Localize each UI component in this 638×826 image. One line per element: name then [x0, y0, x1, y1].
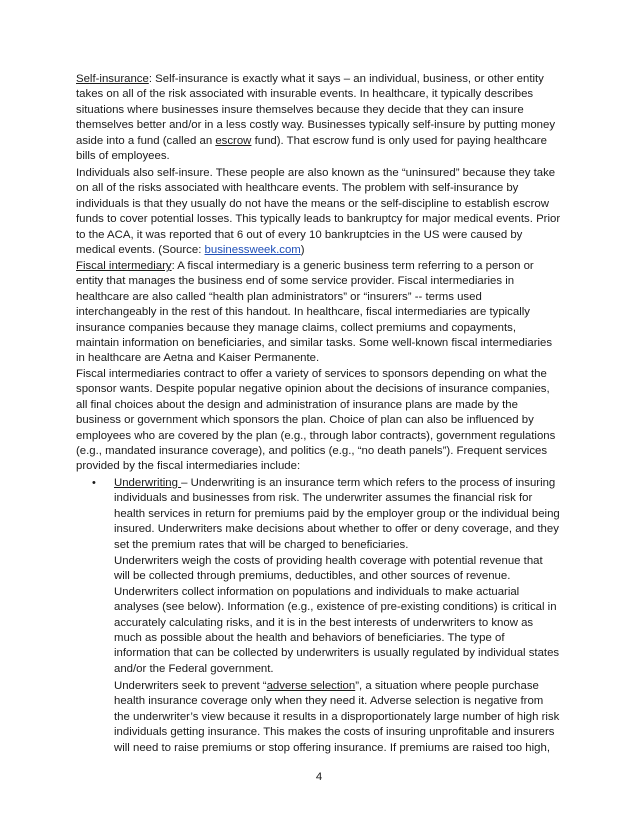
text-line: Individuals also self-insure. These people are also known as the “uninsured” because they take — [76, 167, 556, 179]
text-line: will be collected through premiums, deductibles, and other sources of revenue. — [114, 570, 511, 583]
text-line: : Self-insurance is exactly what it says – an individual, business, or other entity — [148, 73, 544, 85]
text-line: health insurance coverage only when they need it. Adverse selection is negative from — [114, 695, 544, 708]
text-line: (e.g., mandated insurance coverage), and politics (e.g., “no death panels”). Frequent services — [76, 444, 548, 457]
bullet-icon: • — [92, 477, 96, 489]
text-line: health services in return for premiums paid by the employer group or the individual being — [114, 507, 560, 520]
text-line: healthcare are also called “health plan administrators” or “insurers” -- terms used — [76, 290, 482, 303]
text-line: funds to cover potential losses. This typically leads to bankruptcy for major medical events. Prior — [76, 213, 561, 226]
text-line: situations where businesses insure themselves because they decide that they can insure — [76, 103, 524, 116]
text-line: the underwriter’s view because it results in a disproportionately large number of high risk — [114, 710, 560, 723]
text-line: sponsor wants. Despite popular negative opinion about the decisions of insurance companies, — [76, 383, 550, 396]
text-line: themselves better and/or in a less costly way. Businesses typically self-insure by putting money — [76, 119, 556, 132]
text-line: : A fiscal intermediary is a generic business term referring to a person or — [171, 260, 534, 272]
text-line: maintain information on beneficiaries, and similar tasks. Some well-known fiscal intermediaries — [76, 336, 553, 349]
text-line: set the premium rates that will be charged to beneficiaries. — [114, 538, 409, 551]
text-line: – Underwriting is an insurance term which refers to the process of insuring — [181, 477, 556, 489]
paragraph-adverse-selection — [114, 679, 574, 756]
paragraph-individuals — [76, 166, 566, 258]
text-line: insured. Underwriters make decisions about whether to offer or deny coverage, and they — [114, 523, 559, 536]
paragraph-fiscal-intermediary — [76, 259, 566, 367]
text-line: bills of employees. — [76, 149, 170, 162]
page-number: 4 — [315, 771, 323, 783]
text-line: and/or the Federal government. — [114, 662, 274, 675]
text-line: on all of the risks associated with healthcare events. The problem with self-insurance by — [76, 182, 519, 195]
text-line: individuals and businesses from risk. The underwriter assumes the financial risk for — [114, 492, 533, 505]
bullet-underwriting — [114, 476, 574, 553]
text-line: will need to raise premiums or stop offering insurance. If premiums are raised too high, — [114, 741, 551, 754]
text-line: medical events. (Source: — [76, 243, 205, 256]
paragraph-underwriters-weigh — [114, 554, 574, 677]
text-line: ) — [300, 243, 305, 256]
text-line: insurance companies because they manage claims, collect premiums and copayments, — [76, 321, 517, 334]
text-line: in healthcare are Aetna and Kaiser Permanente. — [76, 352, 320, 365]
text-line: aside into a fund (called an — [76, 134, 216, 147]
text-line: business or government which sponsors the plan. Choice of plan can also be influenced by — [76, 414, 534, 427]
text-line: Fiscal intermediaries contract to offer a variety of services to sponsors depending on what the — [76, 368, 547, 380]
source-link[interactable]: businessweek.com — [204, 243, 301, 256]
text-line: all final choices about the design and administration of insurance plans are made by the — [76, 398, 518, 411]
text-line: individuals getting insurance. This makes the costs of insuring unprofitable and insurers — [114, 726, 555, 739]
text-line: accurately calculating risks, and it is in the best interests of underwriters to know as — [114, 616, 534, 629]
term-adverse-selection: adverse selection — [266, 680, 356, 692]
term-underwriting: Underwriting — [114, 477, 182, 489]
text-line: individuals is that they usually do not have the means or the self-discipline to establish escrow — [76, 197, 549, 210]
text-line: analyses (see below). Information (e.g., existence of pre-existing conditions) is critical in — [114, 601, 557, 614]
text-line: employees who are covered by the plan (e.g., through labor contracts), government regulations — [76, 429, 556, 442]
text-line: provided by the fiscal intermediaries include: — [76, 460, 301, 473]
text-line: Underwriters seek to prevent “ — [114, 680, 267, 692]
text-line: Underwriters weigh the costs of providing health coverage with potential revenue that — [114, 555, 543, 567]
term-escrow: escrow — [215, 134, 252, 147]
paragraph-services — [76, 367, 566, 475]
text-line: interchangeably in the rest of this handout. In healthcare, fiscal intermediaries are typically — [76, 306, 530, 319]
text-line: takes on all of the risk associated with insurable events. In healthcare, it typically describes — [76, 88, 534, 101]
term-fiscal-intermediary: Fiscal intermediary — [76, 260, 172, 272]
text-line: information that can be collected by underwriters is usually regulated by individual states — [114, 647, 560, 660]
paragraph-self-insurance — [76, 72, 566, 164]
text-line: fund). That escrow fund is only used for paying healthcare — [251, 134, 547, 147]
text-line: much as possible about the health and behaviors of beneficiaries. The type of — [114, 631, 505, 644]
text-line: Underwriters collect information on populations and individuals to make actuarial — [114, 585, 520, 598]
term-self-insurance: Self-insurance — [76, 73, 149, 85]
text-line: to the ACA, it was reported that 6 out of every 10 bankruptcies in the US were caused by — [76, 228, 523, 241]
text-line: ”, a situation where people purchase — [355, 680, 539, 692]
text-line: entity that manages the business end of some service provider. Fiscal intermediaries in — [76, 275, 515, 288]
